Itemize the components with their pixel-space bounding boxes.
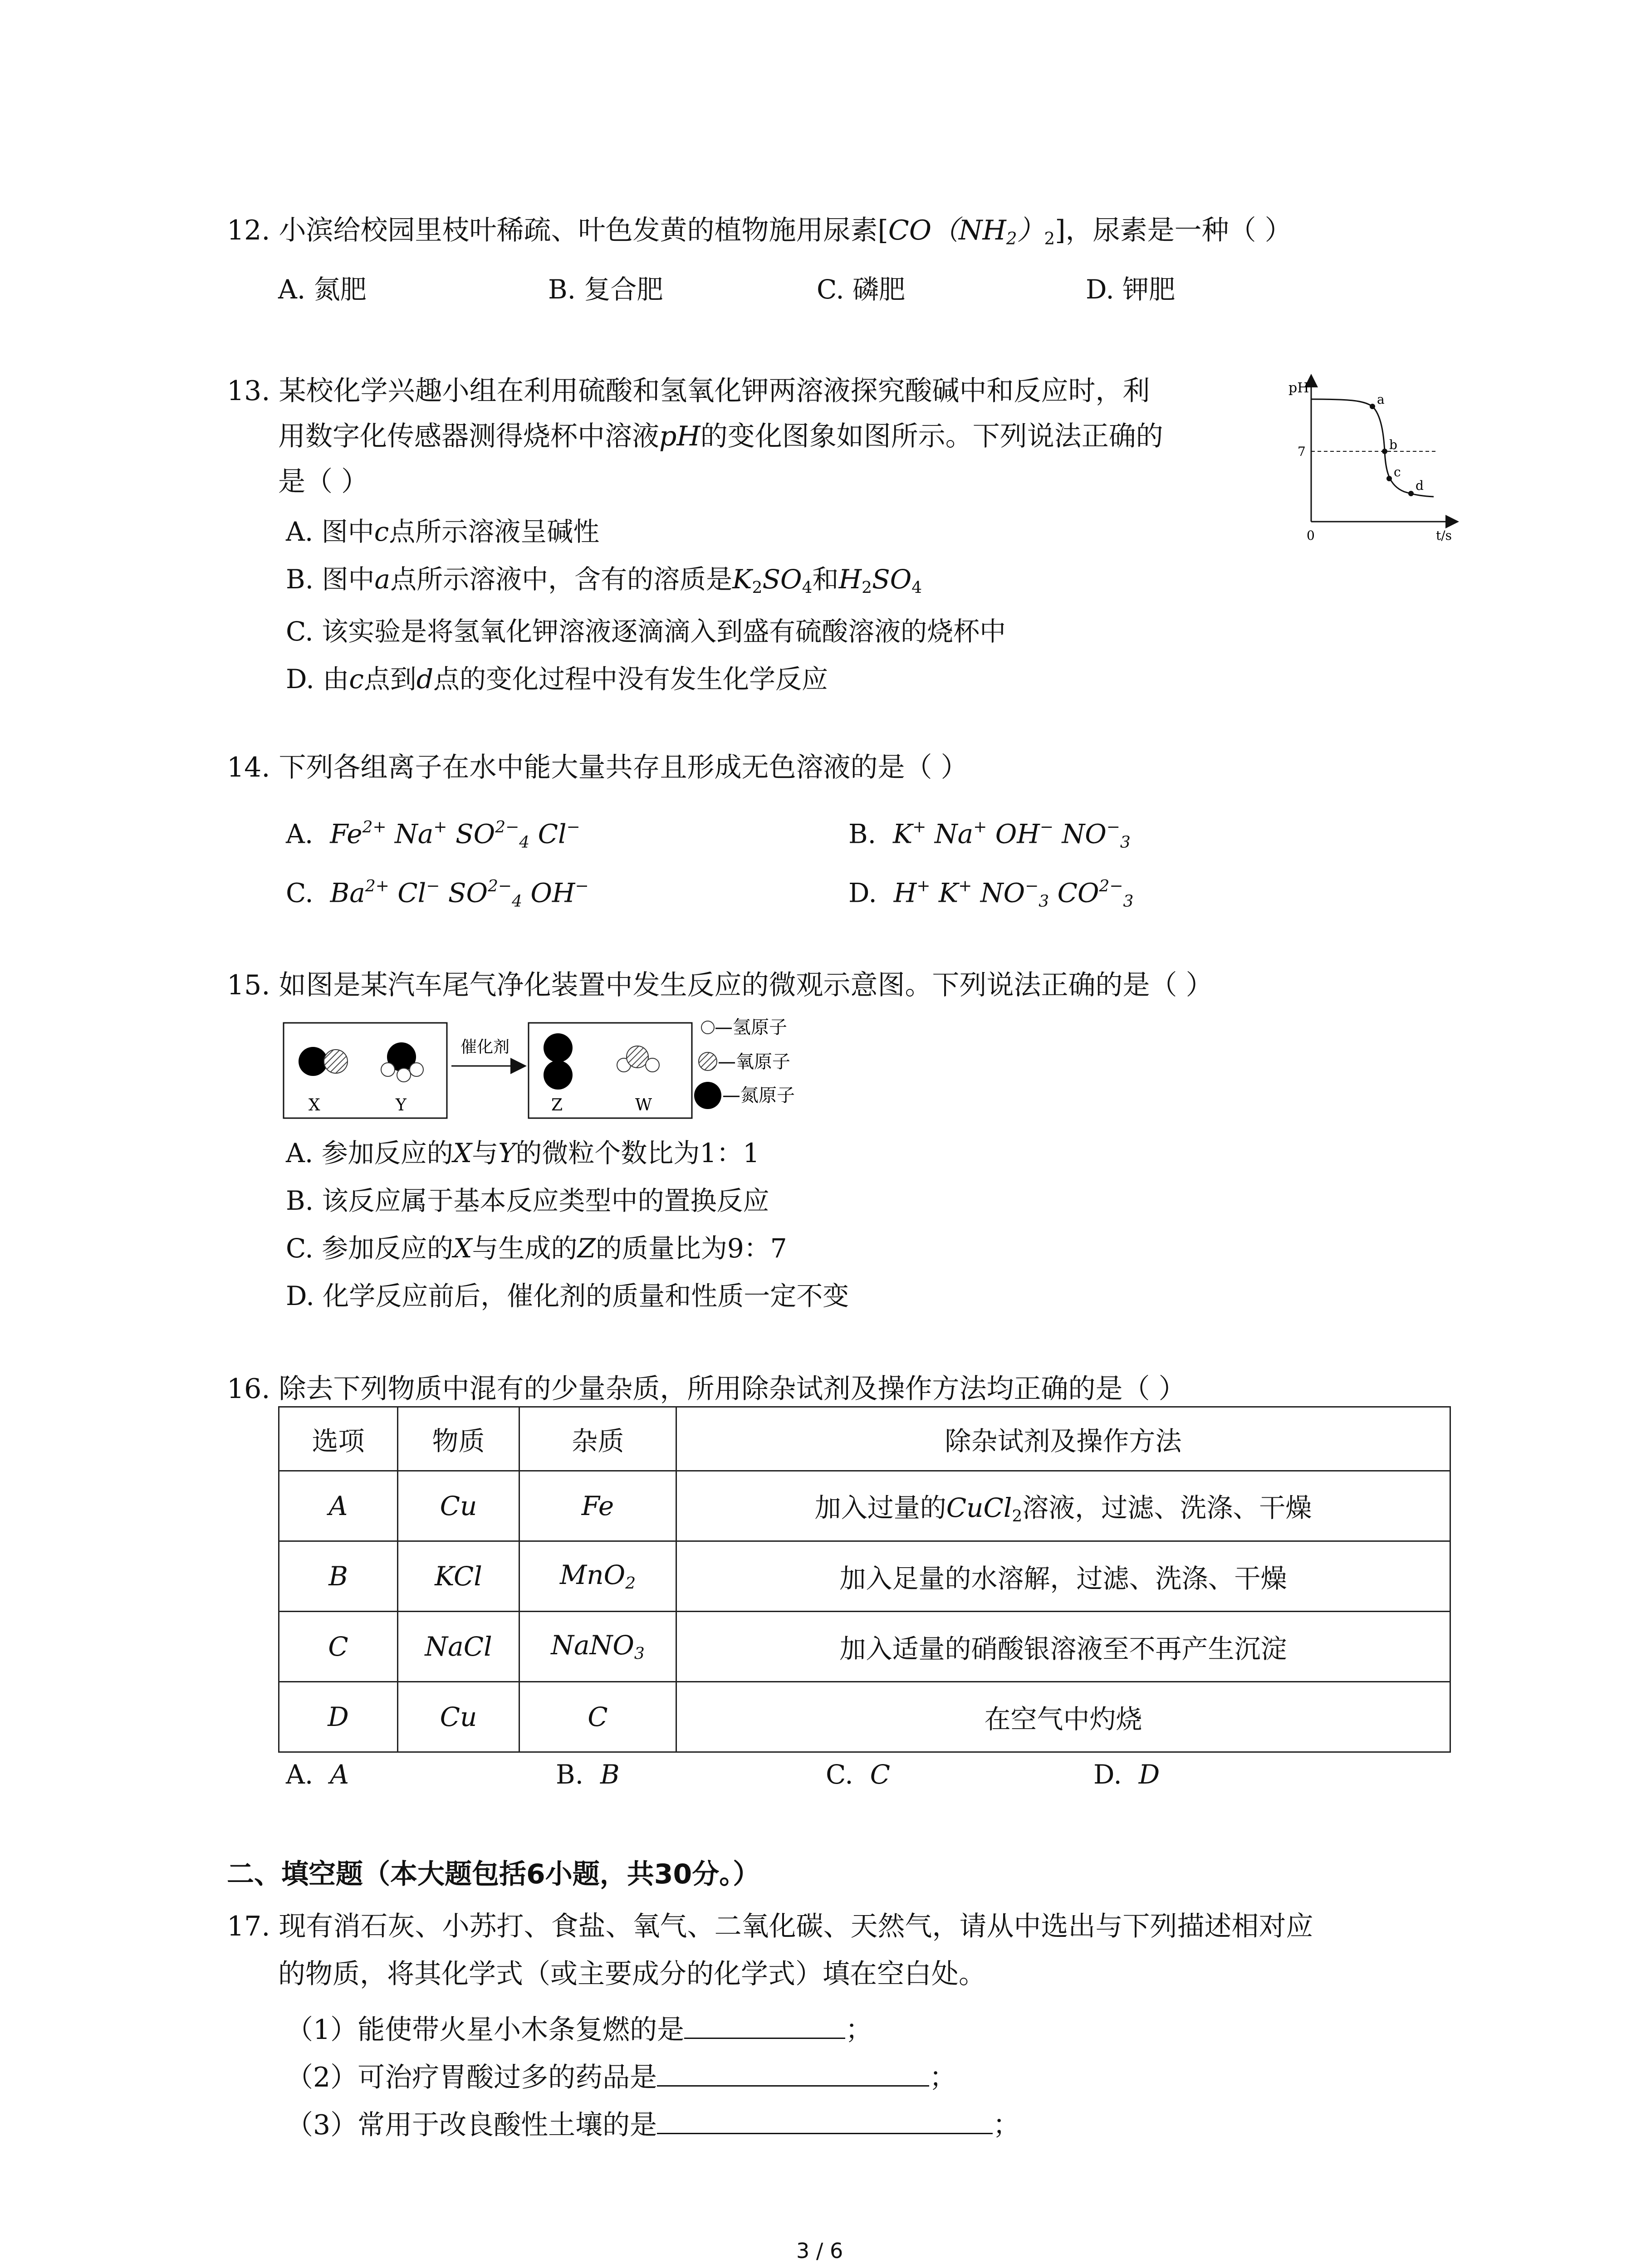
q14-option-b: B. K+ Na+ OH− $NO^-_3$: [848, 818, 1131, 852]
label-z: Z: [551, 1096, 563, 1114]
q16-answer-a: A. A: [286, 1759, 349, 1790]
cell-option: B: [279, 1541, 398, 1612]
graph-origin: 0: [1307, 528, 1315, 543]
q15-stem: 15. 如图是某汽车尾气净化装置中发生反应的微观示意图。下列说法正确的是（ ）: [227, 969, 1213, 1001]
cell-substance: KCl: [398, 1541, 519, 1612]
point-d: [1408, 491, 1414, 496]
point-a: [1370, 404, 1375, 409]
answer-blank-2[interactable]: [657, 2057, 929, 2087]
cell-substance: Cu: [398, 1471, 519, 1541]
q14-stem: 14. 下列各组离子在水中能大量共存且形成无色溶液的是（ ）: [227, 752, 968, 783]
q13-option-c: C. 该实验是将氢氧化钾溶液逐滴滴入到盛有硫酸溶液的烧杯中: [286, 616, 1006, 647]
label-d: d: [1416, 478, 1424, 493]
nitrogen-atom: [544, 1033, 573, 1062]
q17-part1: （1）能使带火星小木条复燃的是 ；: [286, 2009, 872, 2049]
catalyst-label: 催化剂: [460, 1038, 510, 1056]
header-impurity: 杂质: [519, 1407, 676, 1471]
cell-impurity: Fe: [519, 1471, 676, 1541]
section-heading: 二、填空题（本大题包括6小题，共30分。）: [227, 1858, 760, 1890]
q15-option-c: C. 参加反应的X与生成的Z的质量比为9：7: [286, 1233, 787, 1264]
graph-seven: 7: [1298, 444, 1306, 459]
q13-option-a: A. 图中c点所示溶液呈碱性: [286, 516, 600, 547]
q16-table: [278, 1406, 1451, 1753]
cell-option: D: [279, 1682, 398, 1752]
q17-line1: 17. 现有消石灰、小苏打、食盐、氧气、二氧化碳、天然气，请从中选出与下列描述相对应: [227, 1911, 1313, 1942]
q16-answer-b: B. B: [556, 1759, 620, 1790]
q13-line1: 13. 某校化学兴趣小组在利用硫酸和氢氧化钾两溶液探究酸碱中和反应时，利: [227, 375, 1150, 407]
cell-method: 加入过量的CuCl$_2$溶液，过滤、洗涤、干燥: [676, 1471, 1450, 1541]
cell-option: C: [279, 1612, 398, 1682]
cell-method: 在空气中灼烧: [676, 1682, 1450, 1752]
table-row: [279, 1471, 1450, 1541]
q12-option-d: D. 钾肥: [1086, 274, 1176, 305]
cell-impurity: C: [519, 1682, 676, 1752]
hydrogen-atom: [646, 1058, 659, 1072]
table-row: [279, 1612, 1450, 1682]
point-c: [1386, 476, 1392, 481]
table-row: [279, 1541, 1450, 1612]
q13-option-b: B. 图中a点所示溶液中，含有的溶质是$K_2SO_4$和$H_2SO_4$: [286, 564, 922, 597]
q12-stem: 12. 小滨给校园里枝叶稀疏、叶色发黄的植物施用尿素$[CO(NH_2)_2]$，尿素是一种（ ）: [227, 215, 1292, 249]
page-number: 3 / 6: [796, 2239, 843, 2263]
point-b: [1382, 449, 1387, 454]
q15-option-a: A. 参加反应的X与Y的微粒个数比为1：1: [286, 1138, 760, 1168]
reaction-diagram: [277, 1016, 821, 1125]
legend-nitrogen-icon: [694, 1082, 721, 1109]
legend-hydrogen-icon: [701, 1021, 714, 1034]
hydrogen-atom: [397, 1068, 411, 1082]
q12-option-b: B. 复合肥: [548, 274, 663, 305]
label-w: W: [635, 1096, 652, 1114]
nitrogen-atom: [299, 1047, 328, 1076]
label-a: a: [1377, 392, 1385, 407]
q16-answer-d: D. D: [1093, 1759, 1160, 1790]
graph-ylabel: pH: [1288, 380, 1309, 396]
q12-option-c: C. 磷肥: [817, 274, 906, 305]
nitrogen-atom: [544, 1061, 573, 1090]
q14-option-d: D. H+ K+ $NO^-_3$ $CO^{2-}_3$: [848, 877, 1134, 911]
legend-oxygen-icon: [699, 1052, 717, 1070]
cell-impurity: NaNO$_3$: [519, 1612, 676, 1682]
q12-option-a: A. 氮肥: [278, 274, 367, 305]
answer-blank-3[interactable]: [657, 2105, 993, 2134]
legend-hydrogen: —氢原子: [715, 1017, 787, 1038]
q15-option-b: B. 该反应属于基本反应类型中的置换反应: [286, 1185, 769, 1216]
graph-xlabel: t/s: [1436, 528, 1452, 543]
header-substance: 物质: [398, 1407, 519, 1471]
cell-option: A: [279, 1471, 398, 1541]
legend-oxygen: —氧原子: [718, 1051, 790, 1072]
label-y: Y: [396, 1096, 407, 1114]
q17-line2: 的物质，将其化学式（或主要成分的化学式）填在空白处。: [278, 1958, 986, 1990]
q17-part2: （2）可治疗胃酸过多的药品是 ；: [286, 2057, 956, 2097]
q14-option-a: A. $Fe^{2+}$ Na+ $SO^{2-}_4$ Cl−: [286, 818, 580, 852]
q16-answer-c: C. C: [826, 1759, 891, 1790]
q15-option-d: D. 化学反应前后，催化剂的质量和性质一定不变: [286, 1281, 849, 1311]
q17-part3: （3）常用于改良酸性土壤的是 ；: [286, 2105, 1020, 2144]
hydrogen-atom: [381, 1063, 395, 1076]
table-header-row: [279, 1407, 1450, 1471]
label-x: X: [309, 1096, 320, 1114]
cell-substance: Cu: [398, 1682, 519, 1752]
cell-substance: NaCl: [398, 1612, 519, 1682]
header-option: 选项: [279, 1407, 398, 1471]
legend-nitrogen: —氮原子: [722, 1085, 795, 1106]
oxygen-atom: [324, 1050, 348, 1073]
q13-line2: 用数字化传感器测得烧杯中溶液pH的变化图象如图所示。下列说法正确的: [278, 420, 1163, 452]
label-b: b: [1389, 437, 1397, 452]
hydrogen-atom: [410, 1063, 423, 1076]
q14-option-c: C. $Ba^{2+}$ Cl− $SO^{2-}_4$ OH−: [286, 877, 589, 911]
ph-curve-graph: [1284, 363, 1465, 544]
cell-method: 加入适量的硝酸银溶液至不再产生沉淀: [676, 1612, 1450, 1682]
q13-line3: 是（ ）: [278, 466, 369, 498]
cell-method: 加入足量的水溶解，过滤、洗涤、干燥: [676, 1541, 1450, 1612]
q13-option-d: D. 由c点到d点的变化过程中没有发生化学反应: [286, 664, 828, 694]
answer-blank-1[interactable]: [684, 2009, 845, 2039]
oxygen-atom: [627, 1046, 648, 1068]
label-c: c: [1394, 464, 1401, 479]
table-row: [279, 1682, 1450, 1752]
q16-stem: 16. 除去下列物质中混有的少量杂质，所用除杂试剂及操作方法均正确的是（ ）: [227, 1373, 1186, 1405]
header-method: 除杂试剂及操作方法: [676, 1407, 1450, 1471]
cell-impurity: MnO$_2$: [519, 1541, 676, 1612]
